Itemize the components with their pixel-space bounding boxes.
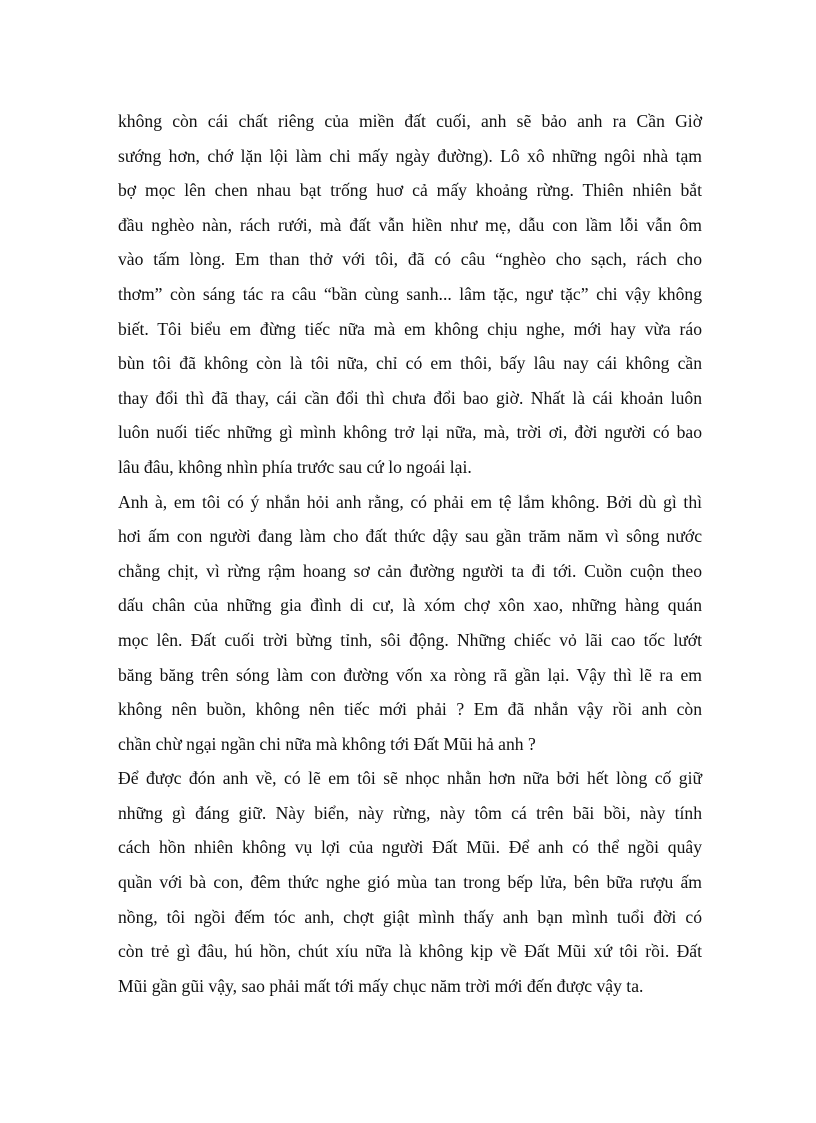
text-line: mọc lên. Đất cuối trời bừng tỉnh, sôi động. Những chiếc vỏ lãi cao tốc lướt [118,629,702,650]
text-line: hơi ấm con người đang làm cho đất thức dậy sau gần trăm năm vì sông nước [118,526,702,547]
text-line: cách hồn nhiên không vụ lợi của người Đất Mũi. Để anh có thể ngồi quây [118,837,702,858]
body-text [118,104,702,1003]
text-line: biết. Tôi biểu em đừng tiếc nữa mà em không chịu nghe, mới hay vừa ráo [118,318,702,339]
text-line: Anh à, em tôi có ý nhắn hỏi anh rằng, có phải em tệ lắm không. Bởi dù gì thì [118,491,702,512]
text-line: sướng hơn, chớ lặn lội làm chi mấy ngày đường). Lô xô những ngôi nhà tạm [118,145,702,166]
text-line: băng băng trên sóng làm con đường vốn xa ròng rã gần lại. Vậy thì lẽ ra em [118,664,702,685]
text-line: bợ mọc lên chen nhau bạt trống huơ cả mấy khoảng rừng. Thiên nhiên bắt [118,180,702,201]
text-line: Để được đón anh về, có lẽ em tôi sẽ nhọc nhằn hơn nữa bởi hết lòng cố giữ [118,768,702,789]
text-line: chần chừ ngại ngần chi nữa mà không tới Đất Mũi hả anh ? [118,733,536,754]
text-line: dấu chân của những gia đình di cư, là xóm chợ xôn xao, những hàng quán [118,595,702,616]
text-line: Mũi gần gũi vậy, sao phải mất tới mấy chục năm trời mới đến được vậy ta. [118,975,644,996]
text-line: những gì đáng giữ. Này biển, này rừng, này tôm cá trên bãi bồi, này tính [118,802,702,823]
text-line: không còn cái chất riêng của miền đất cuối, anh sẽ bảo anh ra Cần Giờ [118,111,702,131]
text-line: còn trẻ gì đâu, hú hồn, chút xíu nữa là không kịp về Đất Mũi xứ tôi rồi. Đất [118,941,702,962]
text-line: thơm” còn sáng tác ra câu “bần cùng sanh... lâm tặc, ngư tặc” chi vậy không [118,283,702,304]
text-line: bùn tôi đã không còn là tôi nữa, chỉ có em thôi, bấy lâu nay cái không cần [118,353,702,374]
text-line: luôn nuối tiếc những gì mình không trở lại nữa, mà, trời ơi, đời người có bao [118,422,702,443]
text-line: không nên buồn, không nên tiếc mới phải ? Em đã nhắn vậy rồi anh còn [118,699,702,720]
text-line: lâu đâu, không nhìn phía trước sau cứ lo ngoái lại. [118,456,472,477]
text-line: đầu nghèo nàn, rách rưới, mà đất vẫn hiền như mẹ, dẫu con lầm lỗi vẫn ôm [118,214,702,235]
text-line: nồng, tôi ngồi đếm tóc anh, chợt giật mình thấy anh bạn mình tuổi đời có [118,906,702,927]
text-line: chằng chịt, vì rừng rậm hoang sơ cản đường người ta đi tới. Cuồn cuộn theo [118,560,702,581]
text-line: quần với bà con, đêm thức nghe gió mùa tan trong bếp lửa, bên bữa rượu ấm [118,872,702,893]
text-line: vào tấm lòng. Em than thở với tôi, đã có câu “nghèo cho sạch, rách cho [118,249,702,270]
text-line: thay đổi thì đã thay, cái cần đổi thì chưa đổi bao giờ. Nhất là cái khoản luôn [118,387,702,408]
